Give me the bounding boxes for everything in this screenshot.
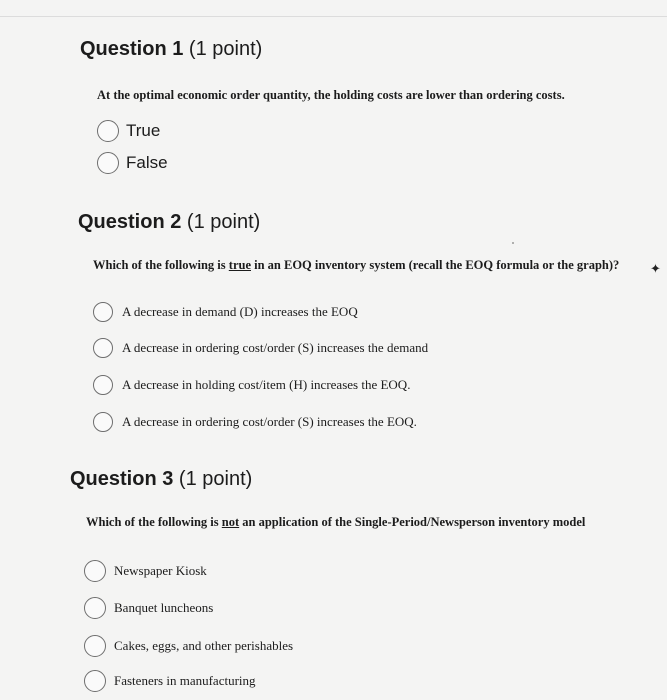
option-label: A decrease in demand (D) increases the EOQ [122,304,358,319]
radio-button[interactable] [84,560,106,582]
option-label: False [126,153,168,172]
radio-button[interactable] [93,412,113,432]
option-label: A decrease in ordering cost/order (S) increases the demand [122,340,429,355]
q2-option-2[interactable] [93,338,428,358]
radio-button[interactable] [84,635,106,657]
option-label: Banquet luncheons [114,600,214,615]
radio-button[interactable] [93,375,113,395]
question-2-title: Question 2 (1 point) [78,211,261,233]
q2-option-4[interactable] [93,412,417,432]
option-label: Newspaper Kiosk [114,563,207,578]
option-label: A decrease in ordering cost/order (S) increases the EOQ. [122,414,417,429]
radio-button[interactable] [84,670,106,692]
q1-option-true[interactable] [97,120,160,142]
question-1-title: Question 1 (1 point) [80,38,263,60]
option-label: Fasteners in manufacturing [114,673,256,688]
top-divider [0,16,667,17]
cursor-dot [512,242,514,244]
radio-button[interactable] [97,152,119,174]
q1-option-false[interactable] [97,152,168,174]
radio-button[interactable] [97,120,119,142]
option-label: Cakes, eggs, and other perishables [114,638,294,653]
radio-button[interactable] [84,597,106,619]
q2-option-3[interactable] [93,375,410,395]
question-3-text: Which of the following is not an application of the Single-Period/Newsperson inventory model [86,515,586,529]
q3-option-2[interactable] [84,597,213,619]
q3-option-1[interactable] [84,560,207,582]
pushpin-icon: ✦ [650,262,661,277]
radio-button[interactable] [93,338,113,358]
q2-option-1[interactable] [93,302,358,322]
radio-button[interactable] [93,302,113,322]
question-1-text: At the optimal economic order quantity, the holding costs are lower than ordering costs. [97,88,565,102]
q3-option-3[interactable] [84,635,293,657]
option-label: A decrease in holding cost/item (H) increases the EOQ. [122,377,411,392]
question-3-title: Question 3 (1 point) [70,468,253,490]
q3-option-4[interactable] [84,670,256,692]
option-label: True [126,121,161,140]
question-2-text: Which of the following is true in an EOQ inventory system (recall the EOQ formula or the graph)? [93,258,620,272]
